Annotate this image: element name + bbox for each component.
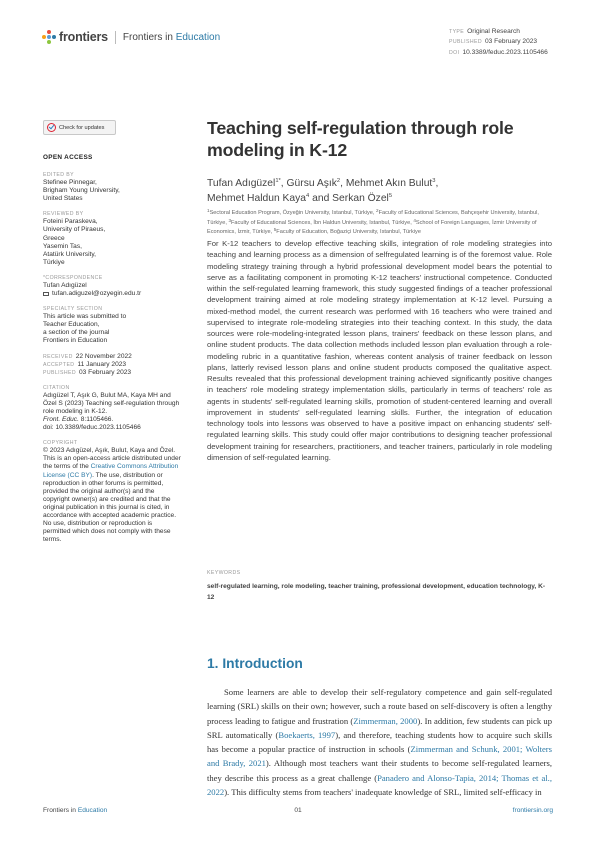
article-meta	[449, 27, 548, 58]
logo-divider	[115, 31, 116, 44]
citation-label: CITATION	[43, 384, 70, 391]
citation-link[interactable]: Zimmerman and Schunk, 2001; Wolters and Brady, 2021	[207, 744, 552, 769]
open-access-label: OPEN ACCESS	[43, 154, 93, 161]
correspondence-email[interactable]: tufan.adiguzel@ozyegin.edu.tr	[52, 290, 142, 298]
article-dates	[43, 353, 193, 377]
crossmark-icon	[47, 123, 56, 132]
frontiers-logo-icon	[42, 30, 56, 44]
journal-name: Frontiers in Education	[122, 31, 221, 43]
author-name[interactable]: Tufan Adıgüzel	[207, 178, 276, 189]
date-received: RECEIVED 22 November 2022	[43, 352, 132, 360]
introduction-body	[207, 685, 552, 799]
copyright-label: COPYRIGHT	[43, 440, 78, 447]
specialty-section-label: SPECIALTY SECTION	[43, 306, 103, 313]
author-name[interactable]: Mehmet Akın Bulut	[345, 178, 433, 189]
date-published: PUBLISHED 03 February 2023	[43, 368, 132, 376]
footer-journal: Frontiers in Education	[43, 807, 108, 814]
logo-wordmark: frontiers	[59, 30, 108, 44]
check-for-updates-button[interactable]	[43, 120, 116, 135]
specialty-section-text: This article was submitted to Teacher Education, a section of the journal Frontiers in Education	[43, 313, 127, 345]
section-heading-introduction: 1. Introduction	[207, 656, 303, 671]
affiliations: $^1$Sectoral Education Program, Özyeğin University, Istanbul, Türkiye, $^2$Faculty of Educational Sciences, Bahçeşehir University, Istanbul, Türkiye, $^3$Faculty of Educational Sciences, İbn Haldun University, Istanbul, Türkiye, $^4$School of Foreign Languages, İzmir University of Economics, İzmir, Türkiye, $^5$Faculty of Education, Boğaziçi University, Istanbul, Türkiye	[207, 208, 539, 236]
frontiersin-link[interactable]: frontiersin.org	[512, 807, 553, 814]
reviewed-by-text: Foteini Paraskeva, University of Piraeus, Greece Yasemin Tas, Atatürk University, Türkiye	[43, 218, 106, 266]
meta-published: PUBLISHED 03 February 2023	[449, 38, 538, 46]
meta-type: TYPE Original Research	[449, 28, 520, 35]
copyright-text: © 2023 Adıgüzel, Aşık, Bulut, Kaya and Özel. This is an open-access article distributed under the terms of the Creative Commons Attribution License (CC BY). The use, distribution or reproduction in other forums is permitted, provided the original author(s) and the copyright owner(s) are credited and that the original publication in this journal is cited, in accordance with accepted academic practice. No use, distribution or reproduction is permitted which does not comply with these terms.	[43, 447, 181, 544]
frontiers-logo[interactable]	[42, 30, 220, 44]
reviewed-by-label: REVIEWED BY	[43, 211, 84, 218]
cc-by-license-link[interactable]: Creative Commons Attribution License (CC BY)	[43, 463, 179, 479]
page-number: 01	[294, 807, 302, 814]
check-for-updates-label: Check for updates	[59, 124, 105, 131]
article-sidebar	[43, 154, 193, 544]
date-accepted: ACCEPTED 11 January 2023	[43, 360, 127, 368]
envelope-icon	[43, 292, 49, 297]
edited-by-label: EDITED BY	[43, 172, 74, 179]
correspondence-name: Tufan Adıgüzel	[43, 281, 87, 289]
meta-doi: DOI 10.3389/feduc.2023.1105466	[449, 48, 548, 56]
author-name[interactable]: Gürsu Aşık	[286, 178, 337, 189]
citation-text: Adıgüzel T, Aşık G, Bulut MA, Kaya MH and Özel S (2023) Teaching self-regulation through role modeling in K-12. Front. Educ. 8:1105466. doi: 10.3389/feduc.2023.1105466	[43, 391, 180, 432]
keywords-list: self-regulated learning, role modeling, teacher training, professional development, education technology, K-12	[207, 583, 546, 601]
citation-link[interactable]: Panadero and Alonso-Tapia, 2014; Thomas et al., 2022	[207, 772, 552, 798]
keywords-label: KEYWORDS	[207, 570, 241, 576]
correspondence-label: *CORRESPONDENCE	[43, 274, 103, 281]
author-name[interactable]: Mehmet Haldun Kaya	[207, 193, 307, 204]
article-title: Teaching self-regulation through role modeling in K-12	[207, 118, 514, 160]
abstract-text: For K-12 teachers to develop effective teaching skills, integration of role modeling strategies into teaching and learning process as a dimension of selfregulated learning is of the foremost value. Role modeling strategy training through a hybrid professional development model bears the potential to serve as a facilitating component in promoting K-12 teachers' instructional competence. Conducted within the self-regulated learning framework, this study suggested findings of a teacher professional development training aimed at role modeling strategy implementation at K-12 level. Pursuing a mixed-method model, the current research was performed with 16 teachers who were trained and supervised to integrate role-modeling strategies into their teaching context. In this study, the data sources were role-modeling-integrated lesson plans, trainers' feedback on these lesson plans, and online student products. The data collection methods included lesson plan evaluation through a role-modeling rubric in a quantitative fashion, whereas content analysis of trainer feedback on lesson plans, latterly revised lesson plans and online student products composed the qualitative aspect. Results revealed that this professional development training achieved significantly positive changes in teachers' role modeling strategy implementation skills, particularly in terms of teachers' role as agents in students' self-regulated learning skills, promotion of student-centered learning and overall improvement in students' self-regulated learning skills. Further, the integration of education technology tools into lessons was observed to have a positive impact on enhancing students' self-regulated learning skills. This study could offer major contributions to designing teacher professional development training for researchers, practitioners, and teacher trainers, particularly in role modeling dimension of self-regulated learning.	[207, 239, 552, 462]
author-name[interactable]: Serkan Özel	[332, 193, 389, 204]
citation-link[interactable]: Boekaerts, 1997	[278, 729, 336, 740]
introduction-paragraph: Some learners are able to develop their self-regulatory competence and gain self-regulated learning (SRL) skills on their own; however, such a route based on self-discovery is often a lengthy process leading to fatigue and frustration (Zimmerman, 2000). In addition, few students can pick up SRL automatically (Boekaerts, 1997), and therefore, teaching students how to acquire such skills has become a popular practice of instruction in schools (Zimmerman and Schunk, 2001; Wolters and Brady, 2021). Although most teachers want their students to become self-regulated learners, they describe this process as a great challenge (Panadero and Alonso-Tapia, 2014; Thomas et al., 2022). This difficulty stems from teachers' inadequate knowledge of SRL, limited self-efficacy in	[207, 687, 553, 798]
citation-link[interactable]: Zimmerman, 2000	[353, 715, 418, 726]
correspondence-email-row[interactable]	[43, 290, 193, 298]
edited-by-text: Stefinee Pinnegar, Brigham Young University, United States	[43, 179, 120, 203]
author-list: Tufan Adıgüzel$^{1*}$, Gürsu Aşık$^2$, Mehmet Akın Bulut$^3$, Mehmet Haldun Kaya$^4$ and Serkan Özel$^5$	[207, 178, 439, 204]
page-footer	[43, 807, 553, 819]
